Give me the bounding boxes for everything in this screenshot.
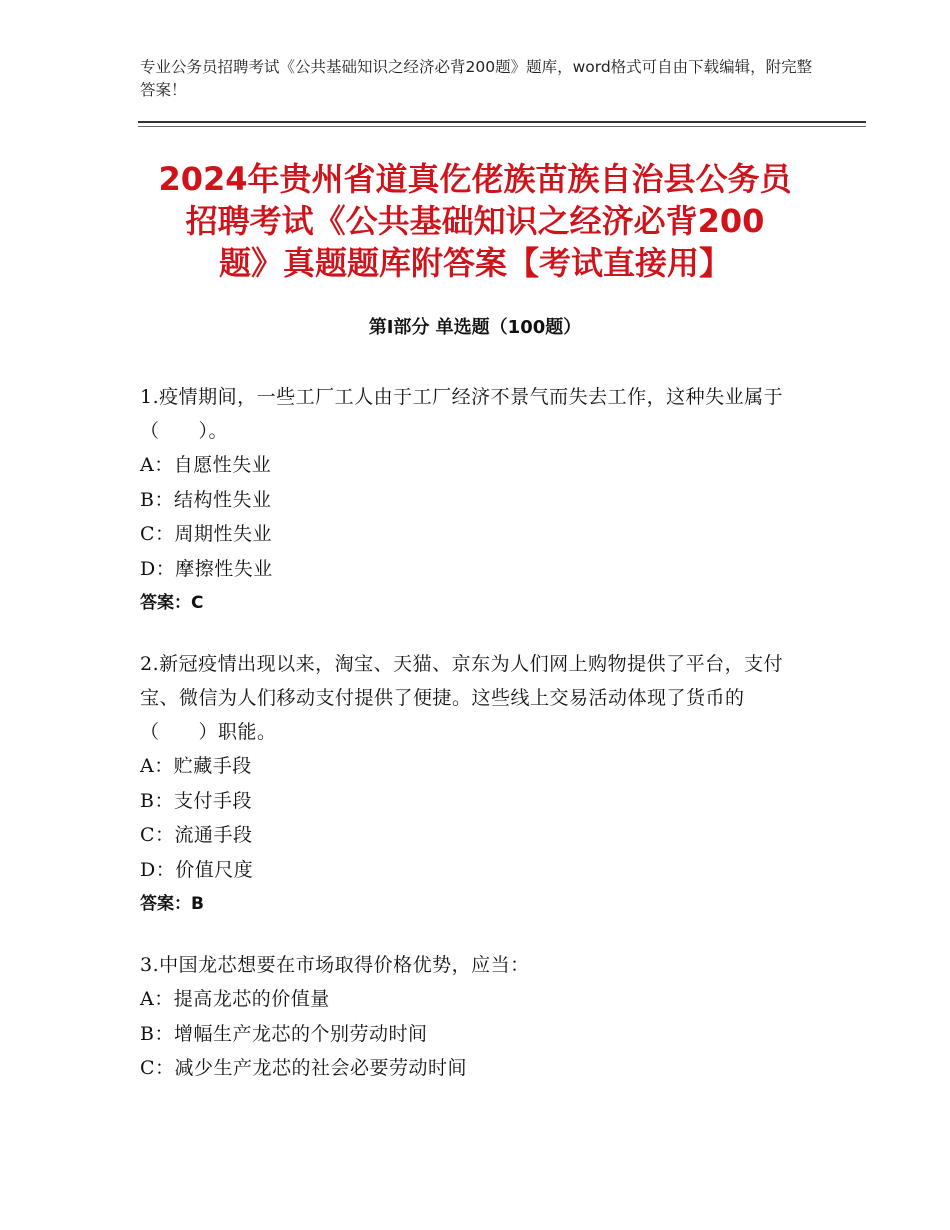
question-stem: 1.疫情期间，一些工厂工人由于工厂经济不景气而失去工作，这种失业属于（ ）。 xyxy=(140,386,784,442)
title-line-2: 招聘考试《公共基础知识之经济必背200 xyxy=(185,202,765,240)
answer: 答案：C xyxy=(140,593,204,613)
header-note: 专业公务员招聘考试《公共基础知识之经济必背200题》题库，word格式可自由下载编辑，附完整答案！ xyxy=(140,58,813,99)
header-divider-thick xyxy=(138,121,866,123)
option-c: C：减少生产龙芯的社会必要劳动时间 xyxy=(140,1057,468,1079)
option-c: C：流通手段 xyxy=(140,824,253,846)
question-3 xyxy=(140,948,800,1086)
option-b: B：支付手段 xyxy=(140,789,252,812)
option-d: D：摩擦性失业 xyxy=(140,557,273,580)
answer: 答案：B xyxy=(140,894,204,914)
question-list xyxy=(140,380,800,1113)
section-title: 第Ⅰ部分 单选题（100题） xyxy=(368,317,582,338)
header-divider-thin xyxy=(138,126,866,127)
document-title xyxy=(100,158,850,284)
question-stem: 3.中国龙芯想要在市场取得价格优势，应当： xyxy=(140,954,530,976)
question-2 xyxy=(140,647,800,921)
title-line-1: 2024年贵州省道真仡佬族苗族自治县公务员 xyxy=(158,160,792,198)
option-a: A：提高龙芯的价值量 xyxy=(140,988,330,1010)
option-b: B：结构性失业 xyxy=(140,488,272,511)
title-line-3: 题》真题题库附答案【考试直接用】 xyxy=(218,244,731,282)
option-c: C：周期性失业 xyxy=(140,523,273,545)
question-1 xyxy=(140,380,800,620)
option-a: A：自愿性失业 xyxy=(140,454,272,476)
question-stem: 2.新冠疫情出现以来，淘宝、天猫、京东为人们网上购物提供了平台，支付宝、微信为人们移动支付提供了便捷。这些线上交易活动体现了货币的（ ）职能。 xyxy=(140,653,784,743)
option-d: D：价值尺度 xyxy=(140,858,254,881)
option-a: A：贮藏手段 xyxy=(140,755,252,777)
option-b: B：增幅生产龙芯的个别劳动时间 xyxy=(140,1022,428,1045)
